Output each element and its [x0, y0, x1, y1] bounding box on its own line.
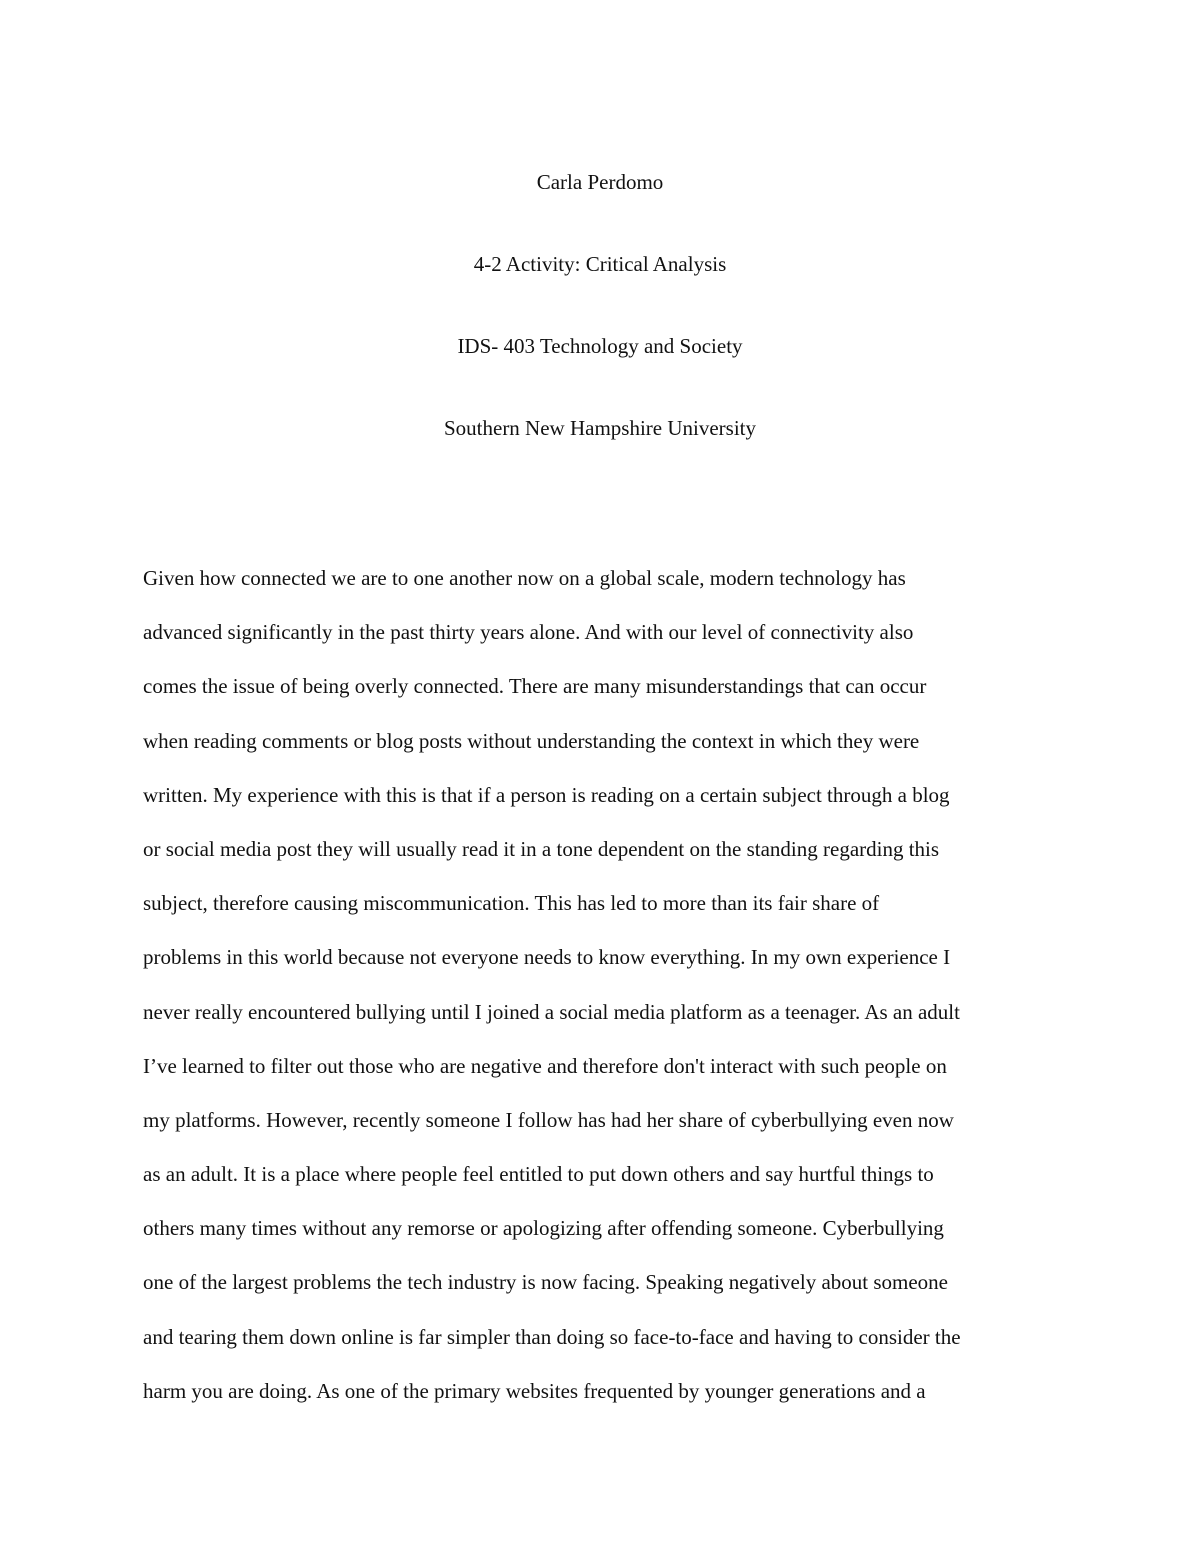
body-line: as an adult. It is a place where people feel entitled to put down others and say hurtful things to [143, 1162, 934, 1187]
body-line: problems in this world because not everyone needs to know everything. In my own experience I [143, 945, 951, 970]
body-line: or social media post they will usually read it in a tone dependent on the standing regarding this [143, 836, 940, 861]
body-line: written. My experience with this is that if a person is reading on a certain subject through a blog [143, 782, 950, 807]
body-line: never really encountered bullying until I joined a social media platform as a teenager. As an adult [143, 999, 960, 1024]
body-line: I’ve learned to filter out those who are negative and therefore don't interact with such people on [143, 1053, 947, 1078]
body-line: subject, therefore causing miscommunication. This has led to more than its fair share of [143, 891, 880, 916]
body-line: and tearing them down online is far simpler than doing so face-to-face and having to consider the [143, 1324, 961, 1349]
course-name: IDS- 403 Technology and Society [457, 334, 743, 358]
body-line: when reading comments or blog posts without understanding the context in which they were [143, 728, 920, 753]
body-text [143, 564, 1073, 1431]
body-line: harm you are doing. As one of the primary websites frequented by younger generations and a [143, 1378, 926, 1403]
body-line: one of the largest problems the tech industry is now facing. Speaking negatively about someone [143, 1270, 949, 1295]
body-line: comes the issue of being overly connected. There are many misunderstandings that can occur [143, 674, 927, 699]
body-line: others many times without any remorse or apologizing after offending someone. Cyberbullying [143, 1216, 944, 1241]
body-line: advanced significantly in the past thirty years alone. And with our level of connectivity also [143, 620, 914, 645]
body-line: my platforms. However, recently someone I follow has had her share of cyberbullying even now [143, 1107, 954, 1132]
title-block [0, 168, 1200, 496]
institution-name: Southern New Hampshire University [443, 416, 757, 440]
body-line: Given how connected we are to one another now on a global scale, modern technology has [143, 566, 906, 590]
assignment-title: 4-2 Activity: Critical Analysis [473, 252, 727, 276]
author-name: Carla Perdomo [536, 170, 664, 194]
